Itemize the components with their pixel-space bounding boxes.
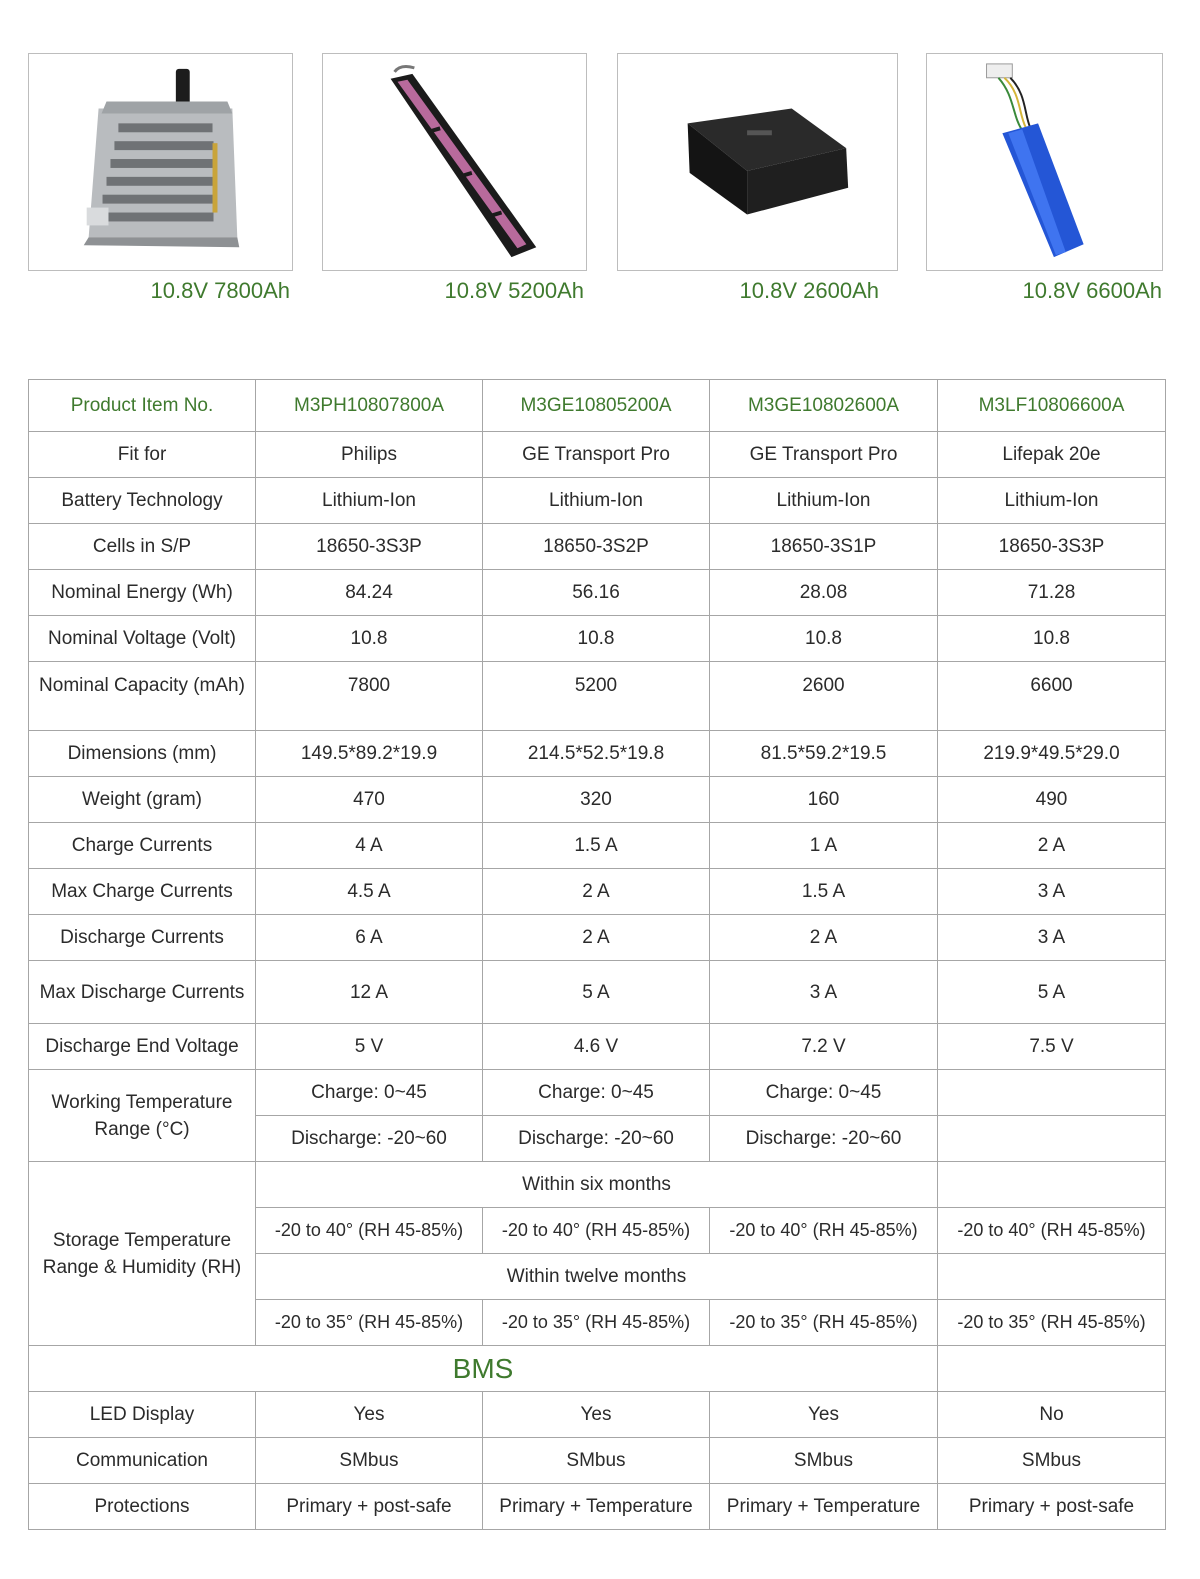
cell: SMbus [710, 1438, 938, 1484]
product-photo-4 [926, 53, 1163, 271]
cell: 470 [256, 777, 483, 823]
table-row [29, 570, 1166, 616]
cell: 10.8 [256, 616, 483, 662]
row-label: Max Charge Currents [29, 869, 256, 915]
cell: -20 to 40° (RH 45-85%) [483, 1208, 710, 1254]
cell: -20 to 35° (RH 45-85%) [256, 1300, 483, 1346]
cell: 7800 [256, 662, 483, 731]
cell: 2 A [483, 869, 710, 915]
cell: 5200 [483, 662, 710, 731]
product-photo-2 [322, 53, 587, 271]
row-label: Fit for [29, 432, 256, 478]
cell: 1.5 A [483, 823, 710, 869]
cell: Lithium-Ion [938, 478, 1166, 524]
bms-title-row [29, 1346, 1166, 1392]
header-item-2: M3GE10805200A [483, 380, 710, 432]
product-photo-3 [617, 53, 898, 271]
cell: Charge: 0~45 [256, 1070, 483, 1116]
table-row [29, 869, 1166, 915]
cell: 4.6 V [483, 1024, 710, 1070]
cell: Yes [710, 1392, 938, 1438]
row-label: LED Display [29, 1392, 256, 1438]
cell: 5 V [256, 1024, 483, 1070]
cell: 7.2 V [710, 1024, 938, 1070]
row-label: Discharge End Voltage [29, 1024, 256, 1070]
cell: SMbus [938, 1438, 1166, 1484]
cell: 10.8 [938, 616, 1166, 662]
cell: 10.8 [710, 616, 938, 662]
cell: 18650-3S2P [483, 524, 710, 570]
cell: 149.5*89.2*19.9 [256, 731, 483, 777]
table-row [29, 1484, 1166, 1530]
cell: Lithium-Ion [483, 478, 710, 524]
working-temp-label: Working Temperature Range (°C) [29, 1070, 256, 1162]
cell: Yes [483, 1392, 710, 1438]
table-row [29, 777, 1166, 823]
cell [938, 1116, 1166, 1162]
cell: 6 A [256, 915, 483, 961]
cell: 10.8 [483, 616, 710, 662]
header-item-3: M3GE10802600A [710, 380, 938, 432]
cell: 2 A [710, 915, 938, 961]
row-label: Weight (gram) [29, 777, 256, 823]
cell: -20 to 35° (RH 45-85%) [483, 1300, 710, 1346]
black-box-battery-icon [618, 54, 897, 270]
cell-empty [938, 1162, 1166, 1208]
cell: Yes [256, 1392, 483, 1438]
product-caption-4: 10.8V 6600Ah [1022, 278, 1162, 303]
storage-label: Storage Temperature Range & Humidity (RH) [29, 1162, 256, 1346]
product-caption-2: 10.8V 5200Ah [444, 278, 584, 303]
row-label: Protections [29, 1484, 256, 1530]
cell: 1.5 A [710, 869, 938, 915]
cell: 2 A [483, 915, 710, 961]
row-label: Discharge Currents [29, 915, 256, 961]
cell: SMbus [483, 1438, 710, 1484]
cell: 4 A [256, 823, 483, 869]
product-caption-3: 10.8V 2600Ah [739, 278, 879, 303]
cell: 5 A [938, 961, 1166, 1024]
cell: Primary + Temperature [483, 1484, 710, 1530]
row-label: Battery Technology [29, 478, 256, 524]
cell: -20 to 40° (RH 45-85%) [710, 1208, 938, 1254]
bms-title: BMS [29, 1346, 938, 1392]
table-header-row [29, 380, 1166, 432]
cell: 320 [483, 777, 710, 823]
cell: 160 [710, 777, 938, 823]
product-photo-1 [28, 53, 293, 271]
product-gallery [0, 0, 1200, 330]
table-row [29, 823, 1166, 869]
cell: 12 A [256, 961, 483, 1024]
cell: 4.5 A [256, 869, 483, 915]
cell: 219.9*49.5*29.0 [938, 731, 1166, 777]
six-months-label: Within six months [256, 1162, 938, 1208]
twelve-months-label: Within twelve months [256, 1254, 938, 1300]
spec-table [28, 379, 1166, 1530]
cell: 56.16 [483, 570, 710, 616]
long-black-stick-battery-icon [323, 54, 586, 270]
cell: 2 A [938, 823, 1166, 869]
cell-empty [938, 1254, 1166, 1300]
table-row [29, 524, 1166, 570]
table-row [29, 432, 1166, 478]
cell: 214.5*52.5*19.8 [483, 731, 710, 777]
cell: 81.5*59.2*19.5 [710, 731, 938, 777]
cell: 3 A [938, 869, 1166, 915]
cell: Lithium-Ion [710, 478, 938, 524]
cell: -20 to 40° (RH 45-85%) [256, 1208, 483, 1254]
flat-gray-battery-pack-icon [29, 54, 292, 270]
cell: 18650-3S3P [938, 524, 1166, 570]
cell: 1 A [710, 823, 938, 869]
cell: 3 A [710, 961, 938, 1024]
cell: 3 A [938, 915, 1166, 961]
cell: 18650-3S1P [710, 524, 938, 570]
cell: 84.24 [256, 570, 483, 616]
table-row [29, 662, 1166, 731]
cell: Discharge: -20~60 [710, 1116, 938, 1162]
row-label: Communication [29, 1438, 256, 1484]
cell: Primary + post-safe [256, 1484, 483, 1530]
cell: SMbus [256, 1438, 483, 1484]
header-item-1: M3PH10807800A [256, 380, 483, 432]
cell: No [938, 1392, 1166, 1438]
cell: 5 A [483, 961, 710, 1024]
cell-empty [938, 1346, 1166, 1392]
cell: Discharge: -20~60 [256, 1116, 483, 1162]
cell: -20 to 35° (RH 45-85%) [938, 1300, 1166, 1346]
header-label: Product Item No. [29, 380, 256, 432]
cell: 2600 [710, 662, 938, 731]
cell: 71.28 [938, 570, 1166, 616]
cell: Lithium-Ion [256, 478, 483, 524]
table-row [29, 961, 1166, 1024]
cell: -20 to 40° (RH 45-85%) [938, 1208, 1166, 1254]
product-caption-1: 10.8V 7800Ah [150, 278, 290, 303]
table-row [29, 915, 1166, 961]
table-row [29, 1438, 1166, 1484]
cell: Lifepak 20e [938, 432, 1166, 478]
cell: 7.5 V [938, 1024, 1166, 1070]
table-row [29, 1024, 1166, 1070]
cell: Primary + Temperature [710, 1484, 938, 1530]
row-label: Cells in S/P [29, 524, 256, 570]
table-row [29, 478, 1166, 524]
row-label: Nominal Voltage (Volt) [29, 616, 256, 662]
cell: GE Transport Pro [710, 432, 938, 478]
cell: Philips [256, 432, 483, 478]
cell: Charge: 0~45 [710, 1070, 938, 1116]
cell: Primary + post-safe [938, 1484, 1166, 1530]
row-label: Nominal Energy (Wh) [29, 570, 256, 616]
storage-six-months-header-row [29, 1162, 1166, 1208]
row-label: Dimensions (mm) [29, 731, 256, 777]
table-row [29, 1392, 1166, 1438]
row-label: Charge Currents [29, 823, 256, 869]
cell: GE Transport Pro [483, 432, 710, 478]
blue-tube-battery-with-connector-icon [927, 54, 1162, 270]
row-label: Nominal Capacity (mAh) [29, 662, 256, 731]
table-row [29, 616, 1166, 662]
header-item-4: M3LF10806600A [938, 380, 1166, 432]
working-temp-charge-row [29, 1070, 1166, 1116]
table-row [29, 731, 1166, 777]
cell: 490 [938, 777, 1166, 823]
cell [938, 1070, 1166, 1116]
row-label: Max Discharge Currents [29, 961, 256, 1024]
cell: 6600 [938, 662, 1166, 731]
cell: 18650-3S3P [256, 524, 483, 570]
cell: Charge: 0~45 [483, 1070, 710, 1116]
cell: -20 to 35° (RH 45-85%) [710, 1300, 938, 1346]
cell: 28.08 [710, 570, 938, 616]
cell: Discharge: -20~60 [483, 1116, 710, 1162]
